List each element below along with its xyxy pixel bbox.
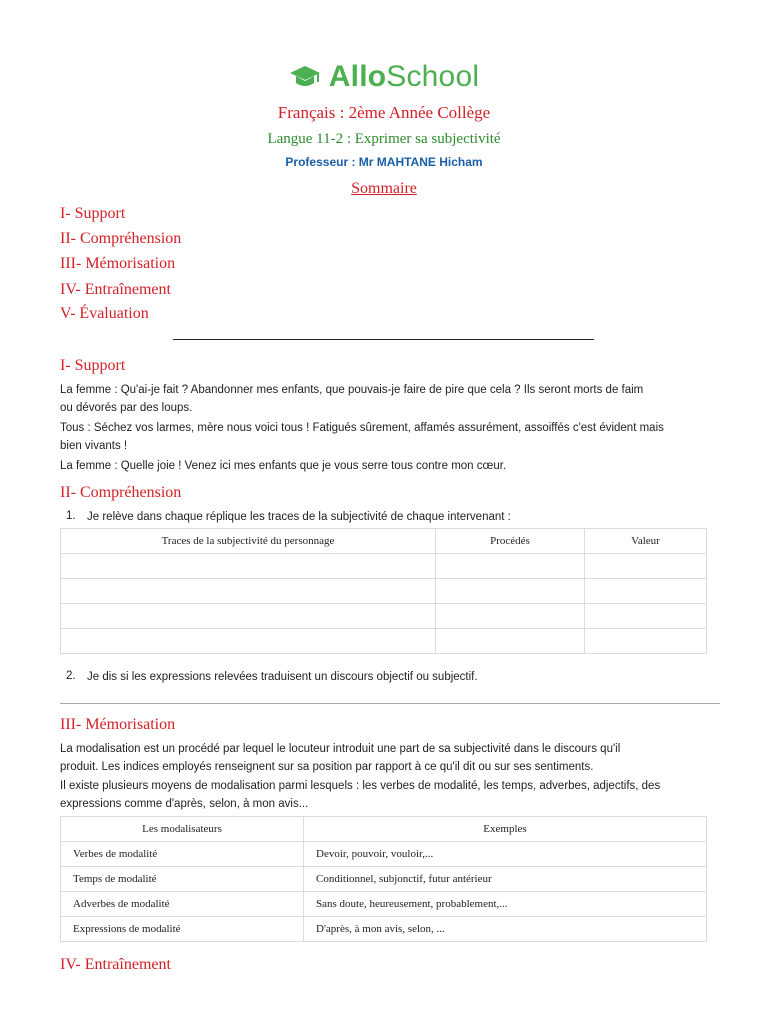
table-cell: Devoir, pouvoir, vouloir,...: [304, 842, 707, 867]
text-line: ou dévorés par des loups.: [60, 402, 193, 414]
text-line: produit. Les indices employés renseignent sur sa position par rapport à ce qu'il dit ou sur ses sentiments.: [60, 761, 594, 773]
table-cell: [436, 579, 585, 604]
text-line: bien vivants !: [60, 440, 128, 452]
table-cell: [585, 554, 707, 579]
question-1: Je relève dans chaque réplique les traces de la subjectivité de chaque intervenant :: [87, 511, 511, 523]
table-cell: Adverbes de modalité: [61, 892, 304, 917]
support-paragraph-3: La femme : Quelle joie ! Venez ici mes enfants que je vous serre tous contre mon cœur.: [60, 460, 507, 472]
sommaire-heading: Sommaire: [351, 180, 417, 197]
table-row: [61, 604, 707, 629]
text-line: La femme : Qu'ai-je fait ? Abandonner mes enfants, que pouvais-je faire de pire que cela ? Ils seront morts de faim: [60, 384, 644, 396]
alloschool-logo: [0, 60, 768, 94]
text-line: La modalisation est un procédé par lequel le locuteur introduit une part de sa subjectivité dans le discours qu'il: [60, 743, 621, 755]
section-divider: [60, 703, 720, 704]
table-row: [61, 842, 707, 867]
subjectivity-table: [60, 528, 707, 654]
comprehension-heading: II- Compréhension: [60, 484, 182, 501]
toc-item-evaluation: V- Évaluation: [60, 305, 149, 322]
table-cell: [585, 629, 707, 654]
memorisation-paragraph-1: [60, 740, 710, 776]
column-header: Procédés: [436, 529, 585, 554]
lesson-title: Langue 11-2 : Exprimer sa subjectivité: [267, 131, 501, 147]
memorisation-heading: III- Mémorisation: [60, 716, 176, 733]
table-cell: Expressions de modalité: [61, 917, 304, 942]
table-cell: [61, 579, 436, 604]
table-cell: Temps de modalité: [61, 867, 304, 892]
toc-item-memorisation: III- Mémorisation: [60, 255, 176, 272]
table-row: [61, 867, 707, 892]
table-cell: Conditionnel, subjonctif, futur antérieur: [304, 867, 707, 892]
memorisation-paragraph-2: [60, 777, 710, 813]
column-header: Exemples: [304, 817, 707, 842]
table-row: [61, 892, 707, 917]
table-cell: [436, 629, 585, 654]
table-cell: [61, 604, 436, 629]
table-row: [61, 917, 707, 942]
course-title: Français : 2ème Année Collège: [277, 103, 491, 122]
logo-text: AlloSchool: [328, 60, 480, 93]
table-row: [61, 579, 707, 604]
question-number: 2.: [66, 670, 76, 682]
table-row: [61, 554, 707, 579]
table-header-row: [61, 529, 707, 554]
modalisateurs-table: [60, 816, 707, 942]
table-cell: D'après, à mon avis, selon, ...: [304, 917, 707, 942]
table-cell: [61, 629, 436, 654]
toc-item-entrainement: IV- Entraînement: [60, 281, 171, 298]
text-line: Il existe plusieurs moyens de modalisation parmi lesquels : les verbes de modalité, les temps, adverbes, adjectifs, des: [60, 780, 661, 792]
table-cell: [436, 604, 585, 629]
text-line: expressions comme d'après, selon, à mon avis...: [60, 798, 309, 810]
question-2: Je dis si les expressions relevées traduisent un discours objectif ou subjectif.: [87, 671, 478, 683]
table-cell: [585, 579, 707, 604]
support-heading: I- Support: [60, 357, 126, 374]
question-number: 1.: [66, 510, 76, 522]
column-header: Valeur: [585, 529, 707, 554]
entrainement-heading: IV- Entraînement: [60, 956, 171, 973]
divider: [173, 339, 594, 340]
graduation-cap-icon: [289, 64, 321, 90]
table-header-row: [61, 817, 707, 842]
professor-name: Professeur : Mr MAHTANE Hicham: [285, 155, 483, 169]
toc-item-comprehension: II- Compréhension: [60, 230, 182, 247]
toc-item-support: I- Support: [60, 205, 126, 222]
text-line: Tous : Séchez vos larmes, mère nous voici tous ! Fatigués sûrement, affamés assurément, assoiffés c'est évident mais: [60, 422, 664, 434]
column-header: Les modalisateurs: [61, 817, 304, 842]
table-row: [61, 629, 707, 654]
table-cell: Sans doute, heureusement, probablement,...: [304, 892, 707, 917]
support-paragraph-1: [60, 381, 710, 417]
table-cell: [436, 554, 585, 579]
table-cell: [61, 554, 436, 579]
table-cell: [585, 604, 707, 629]
column-header: Traces de la subjectivité du personnage: [61, 529, 436, 554]
support-paragraph-2: [60, 419, 710, 455]
table-cell: Verbes de modalité: [61, 842, 304, 867]
